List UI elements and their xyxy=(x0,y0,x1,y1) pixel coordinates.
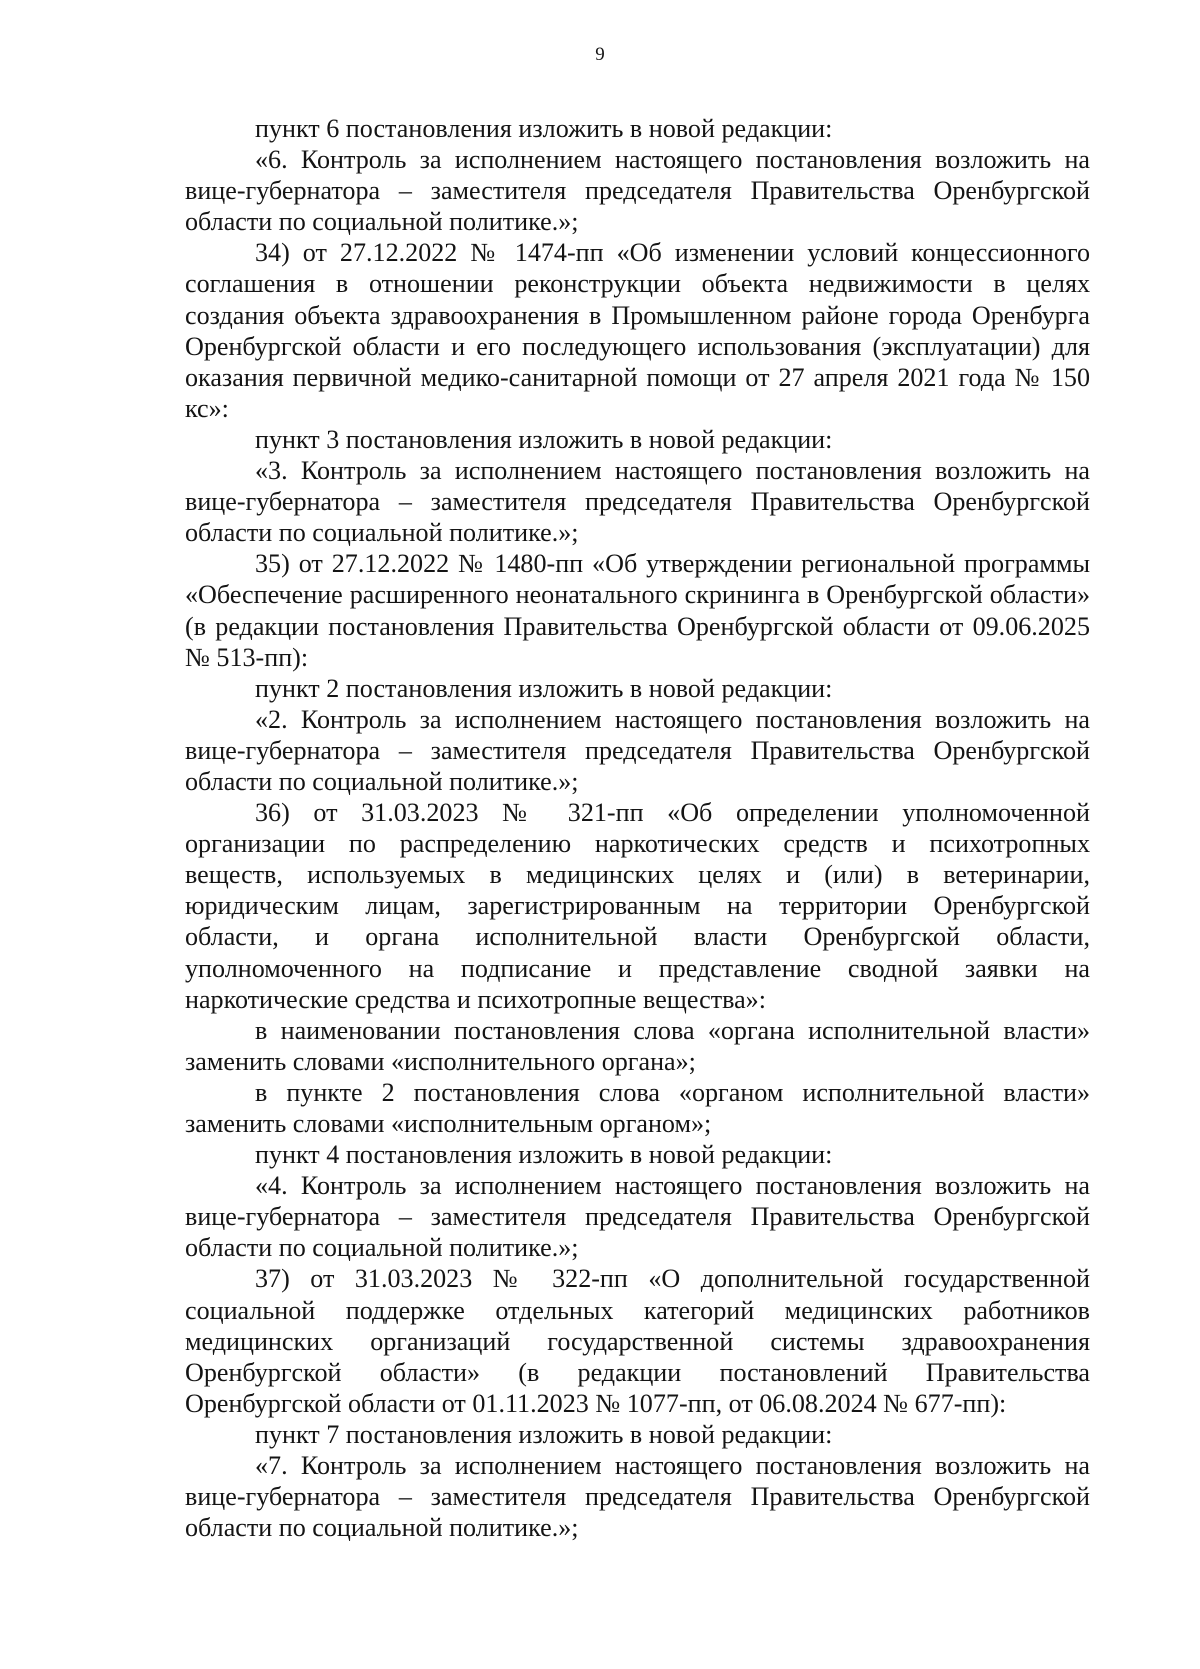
paragraph: «2. Контроль за исполнением настоящего постановления возложить на вице-губернатора – заместителя председателя Правительства Оренбургской области по социальной политике.»; xyxy=(185,704,1090,796)
paragraph: пункт 3 постановления изложить в новой редакции: xyxy=(255,424,833,454)
paragraph: 34) от 27.12.2022 № 1474-пп «Об изменении условий концессионного соглашения в отношении реконструкции объекта недвижимости в целях создания объекта здравоохранения в Промышленном районе города Оренбурга Оренбургской области и его последующего использования (эксплуатации) для оказания первичной медико-санитарной помощи от 27 апреля 2021 года № 150 кс»: xyxy=(185,238,1090,423)
paragraph: в наименовании постановления слова «органа исполнительной власти» заменить словами «исполнительного органа»; xyxy=(185,1015,1090,1076)
paragraph: 36) от 31.03.2023 № 321-пп «Об определении уполномоченной организации по распределению наркотических средств и психотропных веществ, используемых в медицинских целях и (или) в ветеринарии, юридическим лицам, зарегистрированным на территории Оренбургской области, и органа исполнительной власти Оренбургской области, уполномоченного на подписание и представление сводной заявки на наркотические средства и психотропные вещества»: xyxy=(185,798,1090,1014)
paragraph: 37) от 31.03.2023 № 322-пп «О дополнительной государственной социальной поддержке отдельных категорий медицинских работников медицинских организаций государственной системы здравоохранения Оренбургской области» (в редакции постановлений Правительства Оренбургской области от 01.11.2023 № 1077-пп, от 06.08.2024 № 677-пп): xyxy=(185,1264,1090,1418)
paragraph: в пункте 2 постановления слова «органом исполнительной власти» заменить словами «исполнительным органом»; xyxy=(185,1077,1090,1138)
paragraph: 35) от 27.12.2022 № 1480-пп «Об утверждении региональной программы «Обеспечение расширенного неонатального скрининга в Оренбургской области» (в редакции постановления Правительства Оренбургской области от 09.06.2025 № 513-пп): xyxy=(185,549,1090,672)
page-number: 9 xyxy=(595,44,605,65)
paragraph: пункт 4 постановления изложить в новой редакции: xyxy=(255,1140,833,1170)
paragraph: пункт 7 постановления изложить в новой редакции: xyxy=(255,1419,833,1449)
document-body xyxy=(185,113,1090,1543)
paragraph: «6. Контроль за исполнением настоящего постановления возложить на вице-губернатора – заместителя председателя Правительства Оренбургской области по социальной политике.»; xyxy=(185,145,1090,237)
paragraph: «3. Контроль за исполнением настоящего постановления возложить на вице-губернатора – заместителя председателя Правительства Оренбургской области по социальной политике.»; xyxy=(185,456,1090,548)
paragraph: пункт 6 постановления изложить в новой редакции: xyxy=(255,114,833,143)
paragraph: пункт 2 постановления изложить в новой редакции: xyxy=(255,673,833,703)
paragraph: «4. Контроль за исполнением настоящего постановления возложить на вице-губернатора – заместителя председателя Правительства Оренбургской области по социальной политике.»; xyxy=(185,1171,1090,1263)
paragraph: «7. Контроль за исполнением настоящего постановления возложить на вице-губернатора – заместителя председателя Правительства Оренбургской области по социальной политике.»; xyxy=(185,1451,1090,1543)
